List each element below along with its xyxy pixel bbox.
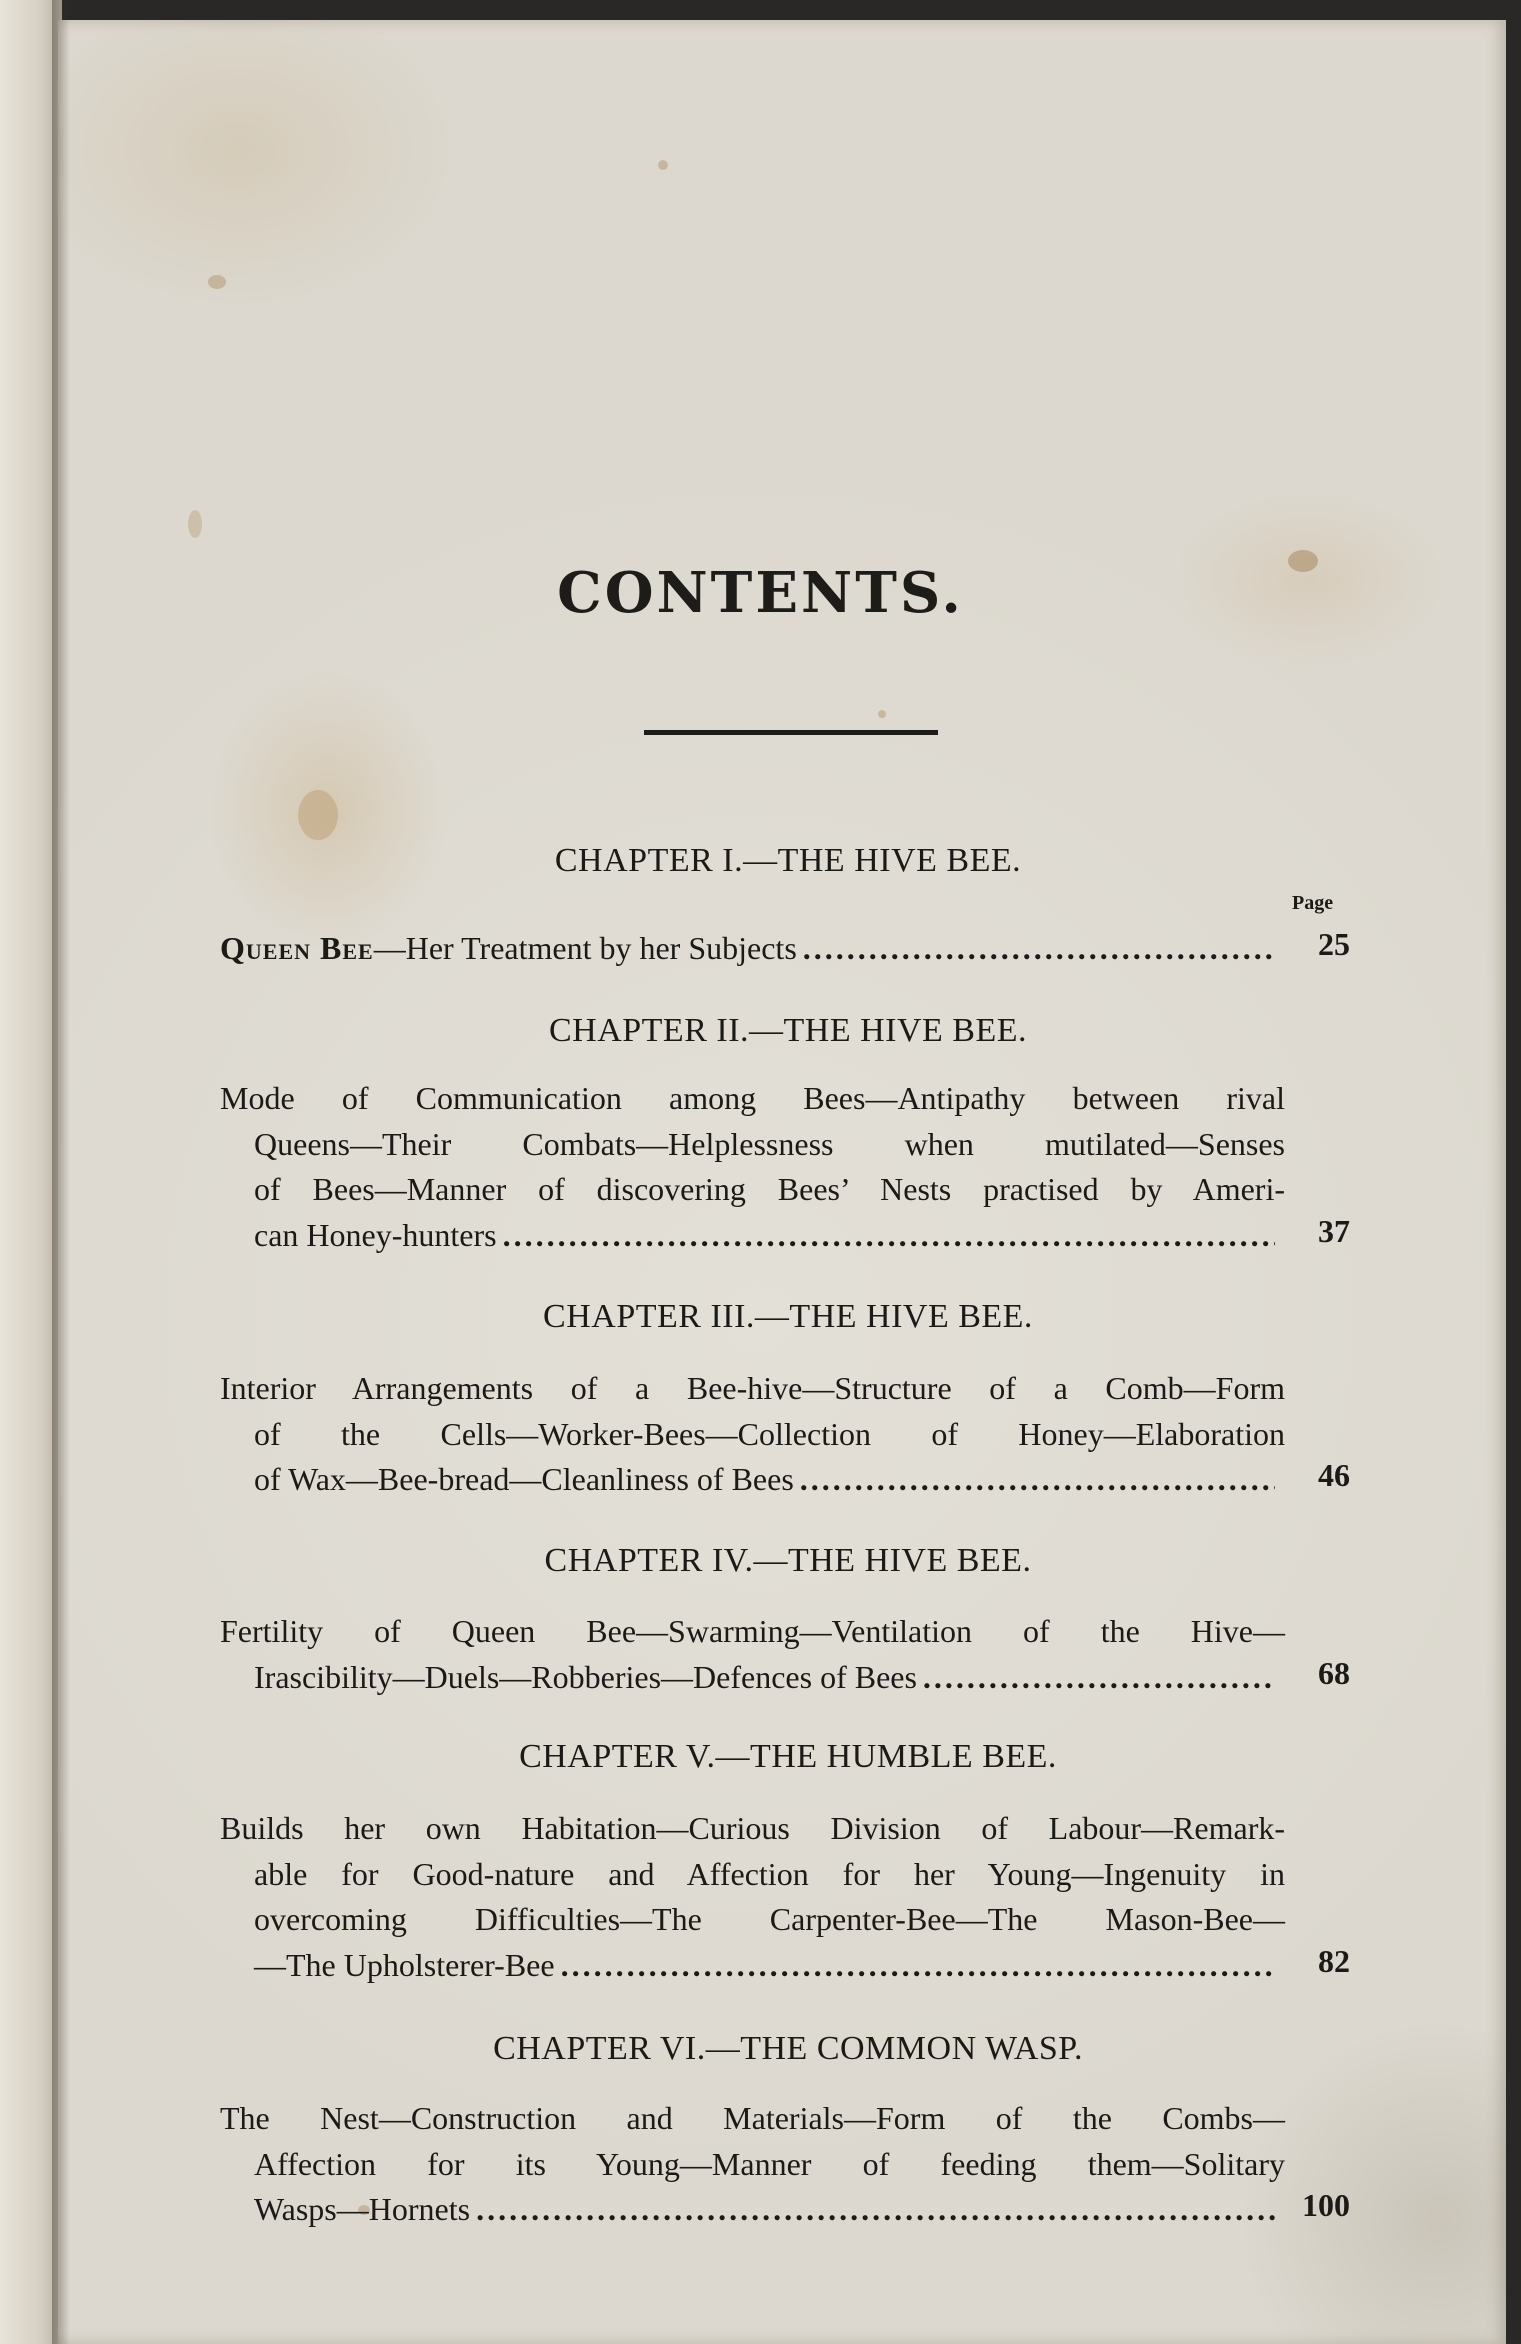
chapter-summary xyxy=(220,1806,1285,1988)
summary-line: able for Good-nature and Affection for her Young—Ingenuity in xyxy=(254,1855,1285,1892)
summary-text: Wasps—Hornets xyxy=(254,2191,471,2227)
summary-line: Queens—Their Combats—Helplessness when mutilated—Senses xyxy=(254,1125,1285,1162)
page-column-label: Page xyxy=(1292,892,1334,914)
summary-text: —The Upholsterer-Bee xyxy=(254,1946,555,1983)
summary-line: of Bees—Manner of discovering Bees’ Nests practised by Ameri- xyxy=(254,1171,1285,1207)
summary-text: Irascibility—Duels—Robberies—Defences of Bees xyxy=(254,1658,917,1695)
summary-line: of the Cells—Worker-Bees—Collection of Honey—Elaboration xyxy=(254,1415,1285,1452)
title-rule xyxy=(644,730,938,735)
summary-lead: Queen Bee xyxy=(220,930,374,966)
page-number: 82 xyxy=(1318,1943,1350,1979)
dot-leader xyxy=(503,1213,1275,1259)
page-number: 46 xyxy=(1318,1457,1350,1493)
chapter-summary xyxy=(220,1609,1285,1700)
summary-last-line xyxy=(220,1213,1285,1259)
summary-last-line xyxy=(220,1655,1285,1701)
page-number: 37 xyxy=(1318,1213,1350,1249)
chapter-heading: CHAPTER III.—THE HIVE BEE. xyxy=(543,1298,1033,1335)
summary-text: of Wax—Bee-bread—Cleanliness of Bees xyxy=(254,1461,794,1497)
summary-last-line xyxy=(220,926,1285,972)
chapter-heading: CHAPTER VI.—THE COMMON WASP. xyxy=(493,2030,1083,2067)
chapter-summary xyxy=(220,926,1285,972)
summary-line: The Nest—Construction and Materials—Form of the Combs— xyxy=(220,2100,1285,2136)
summary-line: Mode of Communication among Bees—Antipathy between rival xyxy=(220,1080,1285,1116)
page-number: 68 xyxy=(1318,1655,1350,1691)
summary-last-line xyxy=(220,1943,1285,1989)
dot-leader xyxy=(476,2187,1275,2233)
chapter-summary xyxy=(220,1076,1285,1258)
summary-last-line xyxy=(220,2187,1285,2233)
summary-line: Fertility of Queen Bee—Swarming—Ventilation of the Hive— xyxy=(220,1613,1285,1649)
chapter-heading: CHAPTER IV.—THE HIVE BEE. xyxy=(544,1542,1032,1579)
summary-line: Builds her own Habitation—Curious Division of Labour—Remark- xyxy=(220,1810,1285,1846)
chapter-summary xyxy=(220,1366,1285,1503)
dot-leader xyxy=(803,926,1275,972)
summary-line: Interior Arrangements of a Bee-hive—Structure of a Comb—Form xyxy=(220,1370,1285,1406)
summary-line: Affection for its Young—Manner of feeding them—Solitary xyxy=(254,2145,1285,2182)
dot-leader xyxy=(561,1943,1275,1989)
dot-leader xyxy=(923,1655,1275,1701)
chapter-heading: CHAPTER V.—THE HUMBLE BEE. xyxy=(519,1738,1057,1775)
chapter-heading: CHAPTER I.—THE HIVE BEE. xyxy=(554,842,1022,879)
page-number: 25 xyxy=(1318,926,1350,962)
summary-text: Queen Bee—Her Treatment by her Subjects xyxy=(220,930,797,966)
chapter-heading: CHAPTER II.—THE HIVE BEE. xyxy=(548,1012,1028,1049)
summary-last-line xyxy=(220,1457,1285,1503)
summary-line: overcoming Difficulties—The Carpenter-Bee—The Mason-Bee— xyxy=(254,1901,1285,1937)
dot-leader xyxy=(800,1457,1275,1503)
summary-text: can Honey-hunters xyxy=(254,1216,497,1253)
page-number: 100 xyxy=(1302,2187,1350,2223)
page-title: CONTENTS. xyxy=(557,560,964,626)
chapter-summary xyxy=(220,2096,1285,2233)
